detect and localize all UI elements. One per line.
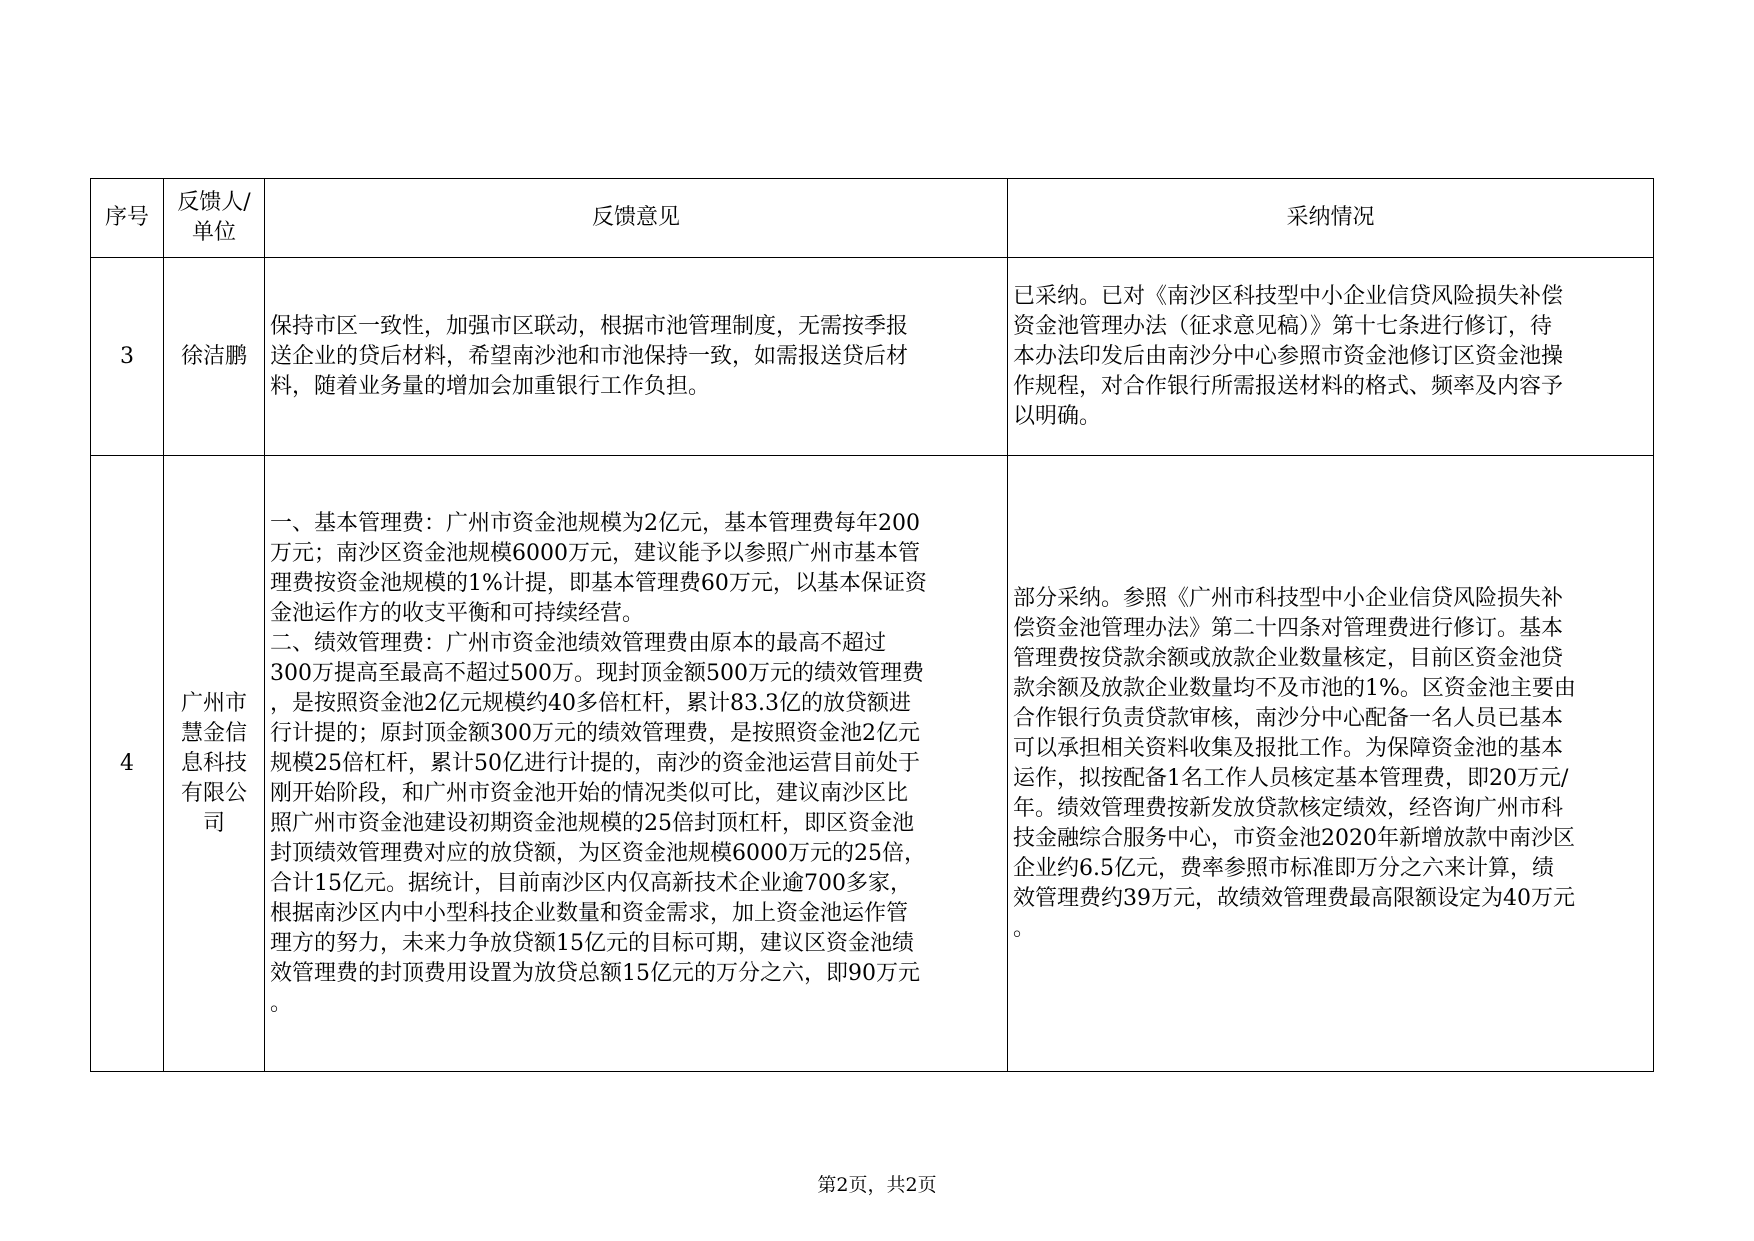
- row-adoption: [1008, 456, 1654, 1072]
- text-line: 。: [1013, 915, 1036, 941]
- text-line: 款余额及放款企业数量均不及市池的1%。区资金池主要由: [1013, 675, 1576, 701]
- text-line: 管理费按贷款余额或放款企业数量核定，目前区资金池贷: [1013, 645, 1564, 671]
- text-line: 根据南沙区内中小型科技企业数量和资金需求，加上资金池运作管: [270, 900, 909, 926]
- text-line: ，是按照资金池2亿元规模约40多倍杠杆，累计83.3亿的放贷额进: [270, 690, 911, 716]
- table-row: [91, 258, 1654, 456]
- row-seq: 3: [91, 258, 164, 456]
- text-line: 徐洁鹏: [180, 343, 247, 369]
- text-line: 刚开始阶段，和广州市资金池开始的情况类似可比，建议南沙区比: [270, 780, 909, 806]
- text-line: 保持市区一致性，加强市区联动，根据市池管理制度，无需按季报: [270, 313, 909, 339]
- text-line: 封顶绩效管理费对应的放贷额，为区资金池规模6000万元的25倍，: [270, 840, 926, 866]
- header-row: [91, 179, 1654, 258]
- text-line: 300万提高至最高不超过500万。现封顶金额500万元的绩效管理费: [270, 660, 924, 686]
- text-line: 二、绩效管理费：广州市资金池绩效管理费由原本的最高不超过: [270, 630, 887, 656]
- text-line: 可以承担相关资料收集及报批工作。为保障资金池的基本: [1013, 735, 1564, 761]
- text-line: 部分采纳。参照《广州市科技型中小企业信贷风险损失补: [1013, 585, 1564, 611]
- header-seq: 序号: [91, 179, 164, 258]
- text-line: 合作银行负责贷款审核，南沙分中心配备一名人员已基本: [1013, 705, 1564, 731]
- text-line: 有限公: [180, 780, 247, 806]
- row-person: [164, 456, 265, 1072]
- text-line: 技金融综合服务中心，市资金池2020年新增放款中南沙区: [1013, 825, 1575, 851]
- text-line: 合计15亿元。据统计，目前南沙区内仅高新技术企业逾700多家，: [270, 870, 912, 896]
- text-line: 效管理费的封顶费用设置为放贷总额15亿元的万分之六，即90万元: [270, 960, 920, 986]
- text-line: 。: [270, 990, 293, 1016]
- text-line: 慧金信: [180, 720, 247, 746]
- text-line: 偿资金池管理办法》第二十四条对管理费进行修订。基本: [1013, 615, 1564, 641]
- text-line: 作规程，对合作银行所需报送材料的格式、频率及内容予: [1013, 373, 1564, 399]
- text-line: 送企业的贷后材料，希望南沙池和市池保持一致，如需报送贷后材: [270, 343, 909, 369]
- text-line: 万元；南沙区资金池规模6000万元，建议能予以参照广州市基本管: [270, 540, 920, 566]
- header-feedback: 反馈意见: [265, 179, 1008, 258]
- text-line: 运作，拟按配备1名工作人员核定基本管理费，即20万元/: [1013, 765, 1569, 791]
- feedback-table: [90, 178, 1654, 1072]
- text-line: 效管理费约39万元，故绩效管理费最高限额设定为40万元: [1013, 885, 1575, 911]
- text-line: 理费按资金池规模的1%计提，即基本管理费60万元，以基本保证资: [270, 570, 927, 596]
- header-adoption: 采纳情况: [1008, 179, 1654, 258]
- text-line: 料，随着业务量的增加会加重银行工作负担。: [270, 373, 711, 399]
- row-person: [164, 258, 265, 456]
- text-line: 以明确。: [1013, 403, 1102, 429]
- header-person-label: 反馈人/单位: [177, 190, 251, 245]
- row-feedback: [265, 456, 1008, 1072]
- text-line: 理方的努力，未来力争放贷额15亿元的目标可期，建议区资金池绩: [270, 930, 914, 956]
- text-line: 年。绩效管理费按新发放贷款核定绩效，经咨询广州市科: [1013, 795, 1564, 821]
- text-line: 广州市: [180, 690, 247, 716]
- text-line: 金池运作方的收支平衡和可持续经营。: [270, 600, 645, 626]
- text-line: 行计提的；原封顶金额300万元的绩效管理费，是按照资金池2亿元: [270, 720, 920, 746]
- text-line: 企业约6.5亿元，费率参照市标准即万分之六来计算，绩: [1013, 855, 1554, 881]
- row-seq: 4: [91, 456, 164, 1072]
- row-adoption: [1008, 258, 1654, 456]
- text-line: 资金池管理办法（征求意见稿）》第十七条进行修订，待: [1013, 313, 1553, 339]
- page-number: 第2页，共2页: [817, 1174, 937, 1196]
- text-line: 规模25倍杠杆，累计50亿进行计提的，南沙的资金池运营目前处于: [270, 750, 920, 776]
- header-person: [164, 179, 265, 258]
- text-line: 已采纳。已对《南沙区科技型中小企业信贷风险损失补偿: [1013, 283, 1564, 309]
- text-line: 照广州市资金池建设初期资金池规模的25倍封顶杠杆，即区资金池: [270, 810, 914, 836]
- table-row: [91, 456, 1654, 1072]
- row-feedback: [265, 258, 1008, 456]
- text-line: 一、基本管理费：广州市资金池规模为2亿元，基本管理费每年200: [270, 510, 920, 536]
- text-line: 息科技: [180, 750, 247, 776]
- text-line: 本办法印发后由南沙分中心参照市资金池修订区资金池操: [1013, 343, 1564, 369]
- text-line: 司: [202, 810, 225, 836]
